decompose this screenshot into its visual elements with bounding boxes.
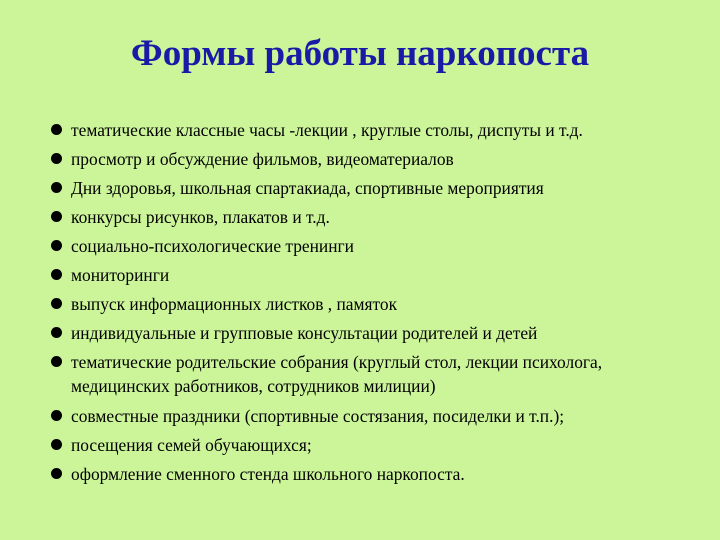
list-item-text: конкурсы рисунков, плакатов и т.д. (71, 207, 330, 227)
bullet-icon (51, 468, 62, 479)
bullet-icon (51, 356, 62, 367)
bullet-icon (51, 182, 62, 193)
list-item-text: совместные праздники (спортивные состязания, посиделки и т.п.); (71, 406, 565, 426)
list-item (48, 350, 698, 398)
list-item-text: тематические классные часы -лекции , круглые столы, диспуты и т.д. (71, 120, 583, 140)
list-item-text: посещения семей обучающихся; (71, 435, 312, 455)
list-item (48, 292, 698, 316)
bullet-icon (51, 211, 62, 222)
list-item-text: мониторинги (71, 265, 170, 285)
list-item (48, 321, 698, 345)
bullet-icon (51, 327, 62, 338)
bullet-icon (51, 240, 62, 251)
bullet-icon (51, 410, 62, 421)
list-item (48, 205, 698, 229)
bullet-icon (51, 124, 62, 135)
bullet-icon (51, 298, 62, 309)
list-item-text: индивидуальные и групповые консультации родителей и детей (71, 323, 538, 343)
list-item (48, 462, 698, 486)
list-item (48, 118, 698, 142)
list-item (48, 234, 698, 258)
bullet-list (48, 118, 698, 491)
list-item-text: Дни здоровья, школьная спартакиада, спортивные мероприятия (71, 178, 544, 198)
slide-title: Формы работы наркопоста (130, 33, 590, 74)
list-item-text: тематические родительские собрания (круглый стол, лекции психолога, медицинских работников, сотрудников милиции) (71, 352, 603, 396)
list-item (48, 176, 698, 200)
bullet-icon (51, 269, 62, 280)
list-item (48, 404, 698, 428)
list-item-text: просмотр и обсуждение фильмов, видеоматериалов (71, 149, 454, 169)
list-item (48, 147, 698, 171)
bullet-icon (51, 439, 62, 450)
list-item-text: оформление сменного стенда школьного наркопоста. (71, 464, 465, 484)
list-item-text: социально-психологические тренинги (71, 236, 354, 256)
list-item (48, 263, 698, 287)
list-item-text: выпуск информационных листков , памяток (71, 294, 398, 314)
bullet-icon (51, 153, 62, 164)
list-item (48, 433, 698, 457)
